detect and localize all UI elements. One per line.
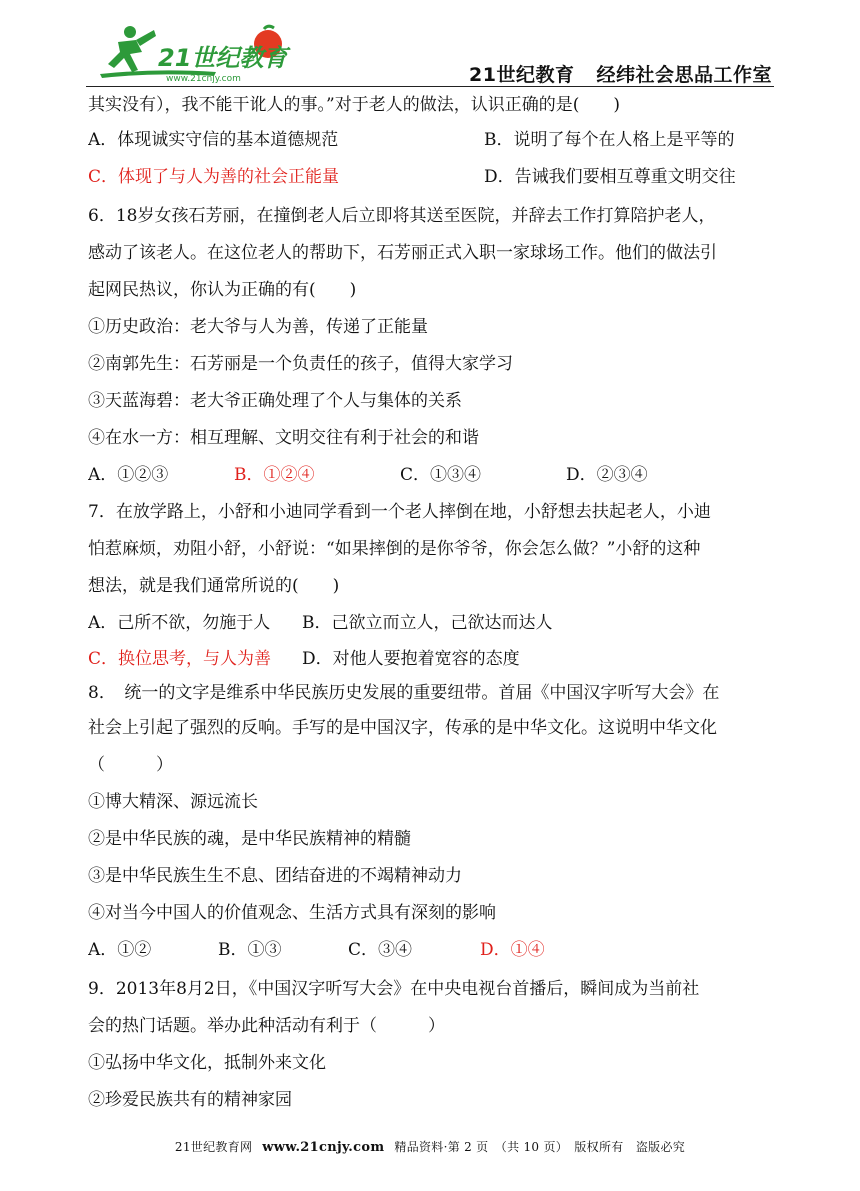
q8-item-1: ①博大精深、源远流长	[88, 792, 258, 812]
header-title	[469, 60, 772, 87]
q7-option-c-answer: C．换位思考，与人为善	[88, 649, 272, 669]
footer-site-url[interactable]: www.21cnjy.com	[262, 1140, 385, 1155]
q7-option-a: A．己所不欲，勿施于人	[88, 613, 271, 633]
q7-stem-line-3: 想法，就是我们通常所说的( )	[88, 576, 340, 596]
logo	[96, 20, 296, 86]
header-divider	[86, 86, 774, 87]
q6-option-c: C．①③④	[400, 465, 482, 485]
q6-item-1: ①历史政治：老大爷与人为善，传递了正能量	[88, 317, 428, 337]
q9-stem-line-1: 9．2013年8月2日，《中国汉字听写大会》在中央电视台首播后，瞬间成为当前社	[88, 979, 700, 999]
q7-options-row-1	[88, 605, 774, 642]
q5-options-row-2	[88, 159, 774, 196]
logo-url: www.21cnjy.com	[166, 74, 241, 84]
q5-option-a: A．体现诚实守信的基本道德规范	[88, 130, 339, 150]
q5-options-row-1	[88, 122, 774, 159]
q8-item-3: ③是中华民族生生不息、团结奋进的不竭精神动力	[88, 866, 462, 886]
q6-stem-line-2: 感动了该老人。在这位老人的帮助下，石芳丽正式入职一家球场工作。他们的做法引	[88, 243, 717, 263]
q6-option-d: D．②③④	[566, 465, 648, 485]
q6-item-2: ②南郭先生：石芳丽是一个负责任的孩子，值得大家学习	[88, 354, 513, 374]
q9-item-1: ①弘扬中华文化，抵制外来文化	[88, 1053, 326, 1073]
q8-stem-line-2: 社会上引起了强烈的反响。手写的是中国汉字，传承的是中华文化。这说明中华文化	[88, 718, 717, 738]
q6-options-row	[88, 457, 774, 494]
header-title-right: 经纬社会思品工作室	[596, 64, 772, 86]
q5-option-c-answer: C．体现了与人为善的社会正能量	[88, 167, 340, 187]
q7-stem-line-2: 怕惹麻烦，劝阻小舒，小舒说：“如果摔倒的是你爷爷，你会怎么做？”小舒的这种	[88, 539, 701, 559]
q6-stem-line-1: 6．18岁女孩石芳丽，在撞倒老人后立即将其送至医院，并辞去工作打算陪护老人，	[88, 206, 716, 226]
q8-option-a: A．①②	[88, 940, 152, 960]
runner-logo-icon	[96, 20, 296, 86]
q6-option-b-answer: B．①②④	[234, 465, 315, 485]
q5-option-d: D．告诫我们要相互尊重文明交往	[484, 167, 736, 187]
q8-stem-line-3: （ ）	[88, 755, 173, 775]
header-title-left: 21世纪教育	[469, 64, 575, 86]
page-footer	[0, 1138, 860, 1155]
q6-item-3: ③天蓝海碧：老大爷正确处理了个人与集体的关系	[88, 391, 462, 411]
q5-stem-tail: 其实没有），我不能干讹人的事。”对于老人的做法，认识正确的是( )	[88, 95, 620, 115]
q9-item-2: ②珍爱民族共有的精神家园	[88, 1090, 292, 1110]
q9-stem-line-2: 会的热门话题。举办此种活动有利于（ ）	[88, 1016, 445, 1036]
q8-option-d-answer: D．①④	[480, 940, 545, 960]
q8-stem-line-1: 8． 统一的文字是维系中华民族历史发展的重要纽带。首届《中国汉字听写大会》在	[88, 683, 720, 703]
q7-options-row-2	[88, 642, 774, 676]
logo-text: 21世纪教育	[158, 44, 288, 72]
q6-option-a: A．①②③	[88, 465, 169, 485]
q8-option-b: B．①③	[218, 940, 282, 960]
q8-option-c: C．③④	[348, 940, 413, 960]
q6-item-4: ④在水一方：相互理解、文明交往有利于社会的和谐	[88, 428, 479, 448]
q7-option-d: D．对他人要抱着宽容的态度	[302, 649, 520, 669]
footer-site-name: 21世纪教育网	[174, 1140, 253, 1154]
q8-options-row	[88, 932, 774, 969]
q5-option-b: B．说明了每个在人格上是平等的	[484, 130, 735, 150]
q7-stem-line-1: 7．在放学路上，小舒和小迪同学看到一个老人摔倒在地，小舒想去扶起老人，小迪	[88, 502, 711, 522]
q7-option-b: B．己欲立而立人，己欲达而达人	[302, 613, 553, 633]
q8-item-2: ②是中华民族的魂，是中华民族精神的精髓	[88, 829, 411, 849]
q6-stem-line-3: 起网民热议，你认为正确的有( )	[88, 280, 357, 300]
document-body	[88, 88, 774, 1119]
footer-page-info: 精品资料·第 2 页 （共 10 页） 版权所有 盗版必究	[394, 1140, 686, 1154]
q8-item-4: ④对当今中国人的价值观念、生活方式具有深刻的影响	[88, 903, 496, 923]
